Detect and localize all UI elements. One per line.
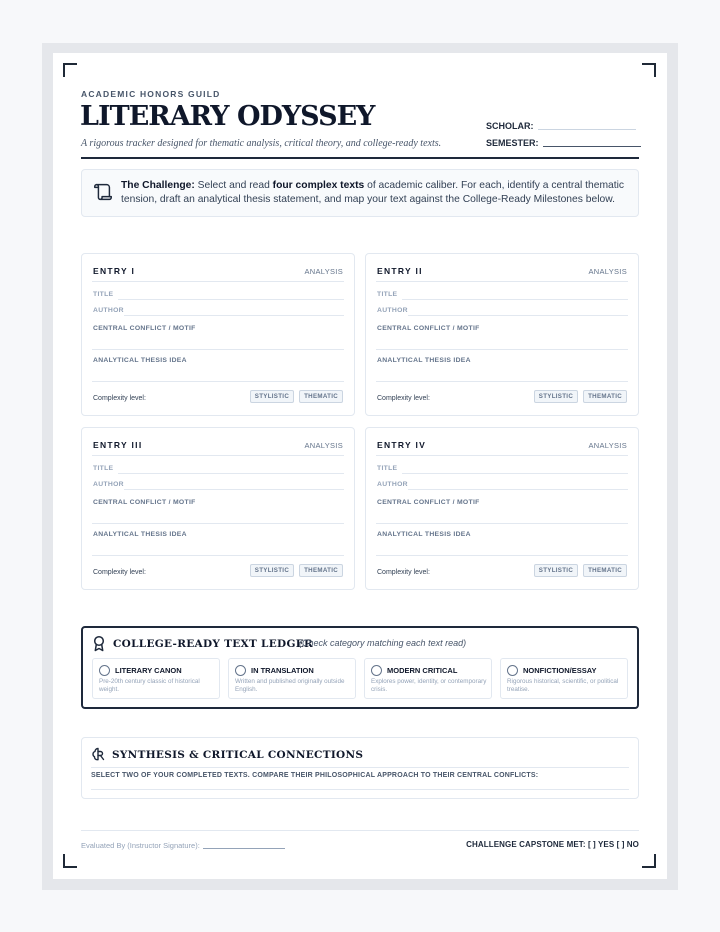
title-label: TITLE <box>377 291 398 298</box>
title-line[interactable] <box>118 299 344 300</box>
entry-tag: ANALYSIS <box>304 267 343 276</box>
category-radio[interactable] <box>371 665 382 676</box>
synthesis-answer-line[interactable] <box>91 789 629 790</box>
category-name: IN TRANSLATION <box>251 666 314 675</box>
title-line[interactable] <box>118 473 344 474</box>
ledger-category[interactable] <box>500 658 628 699</box>
award-icon <box>92 635 106 652</box>
category-desc: Rigorous historical, scientific, or political treatise. <box>507 678 619 693</box>
complexity-label: Complexity level: <box>93 395 146 402</box>
conflict-line[interactable] <box>376 523 628 524</box>
signature-field[interactable] <box>81 841 285 850</box>
category-radio[interactable] <box>99 665 110 676</box>
corner-mark <box>642 63 656 77</box>
category-desc: Written and published originally outside English. <box>235 678 345 693</box>
conflict-line[interactable] <box>92 349 344 350</box>
scholar-label: SCHOLAR: <box>486 121 534 131</box>
ledger-note: (Check category matching each text read) <box>299 638 467 648</box>
stylistic-tag[interactable]: STYLISTIC <box>250 564 294 577</box>
category-desc: Pre-20th century classic of historical weight. <box>99 678 200 693</box>
conflict-line[interactable] <box>376 349 628 350</box>
stylistic-tag[interactable]: STYLISTIC <box>534 390 578 403</box>
thesis-label: ANALYTICAL THESIS IDEA <box>93 357 187 364</box>
semester-field[interactable] <box>486 138 641 148</box>
synthesis-box <box>81 737 639 799</box>
category-desc: Explores power, identity, or contemporary crisis. <box>371 678 487 693</box>
author-label: AUTHOR <box>377 481 408 488</box>
page-subtitle: A rigorous tracker designed for thematic analysis, critical theory, and college-ready texts. <box>81 138 442 149</box>
stylistic-tag[interactable]: STYLISTIC <box>250 390 294 403</box>
complexity-label: Complexity level: <box>93 569 146 576</box>
entry-heading: ENTRY I <box>93 266 136 276</box>
category-radio[interactable] <box>235 665 246 676</box>
synthesis-prompt: SELECT TWO OF YOUR COMPLETED TEXTS. COMPARE THEIR PHILOSOPHICAL APPROACH TO THEIR CENTRAL CONFLICTS: <box>91 772 539 779</box>
title-line[interactable] <box>402 473 628 474</box>
thesis-line[interactable] <box>92 381 344 382</box>
signature-label: Evaluated By (Instructor Signature): <box>81 841 200 850</box>
entry-heading: ENTRY II <box>377 266 423 276</box>
author-line[interactable] <box>408 489 628 490</box>
page-title: LITERARY ODYSSEY <box>80 101 375 132</box>
thematic-tag[interactable]: THEMATIC <box>299 564 343 577</box>
ledger-title: COLLEGE-READY TEXT LEDGER <box>113 638 314 650</box>
conflict-label: CENTRAL CONFLICT / MOTIF <box>377 499 480 506</box>
thesis-line[interactable] <box>376 381 628 382</box>
semester-label: SEMESTER: <box>486 138 539 148</box>
corner-mark <box>642 854 656 868</box>
ledger-category[interactable] <box>364 658 492 699</box>
ledger-category[interactable] <box>228 658 356 699</box>
brain-icon <box>91 746 107 762</box>
category-name: NONFICTION/ESSAY <box>523 666 597 675</box>
author-line[interactable] <box>124 489 344 490</box>
title-label: TITLE <box>93 465 114 472</box>
conflict-label: CENTRAL CONFLICT / MOTIF <box>93 325 196 332</box>
complexity-label: Complexity level: <box>377 569 430 576</box>
author-label: AUTHOR <box>93 307 124 314</box>
synthesis-title: SYNTHESIS & CRITICAL CONNECTIONS <box>112 749 364 761</box>
signature-line[interactable] <box>203 848 285 849</box>
text-ledger <box>81 626 639 709</box>
semester-line[interactable] <box>543 146 641 147</box>
author-line[interactable] <box>124 315 344 316</box>
thesis-line[interactable] <box>376 555 628 556</box>
thesis-label: ANALYTICAL THESIS IDEA <box>377 531 471 538</box>
scroll-icon <box>92 181 114 203</box>
scholar-line[interactable] <box>538 129 636 130</box>
header-divider <box>81 157 639 159</box>
complexity-label: Complexity level: <box>377 395 430 402</box>
corner-mark <box>63 854 77 868</box>
title-line[interactable] <box>402 299 628 300</box>
category-name: MODERN CRITICAL <box>387 666 458 675</box>
footer-divider <box>81 830 639 831</box>
entry-tag: ANALYSIS <box>588 441 627 450</box>
scholar-field[interactable] <box>486 121 636 131</box>
stylistic-tag[interactable]: STYLISTIC <box>534 564 578 577</box>
title-label: TITLE <box>93 291 114 298</box>
entry-heading: ENTRY IV <box>377 440 427 450</box>
author-line[interactable] <box>408 315 628 316</box>
thematic-tag[interactable]: THEMATIC <box>583 564 627 577</box>
entry-tag: ANALYSIS <box>304 441 343 450</box>
conflict-label: CENTRAL CONFLICT / MOTIF <box>93 499 196 506</box>
corner-mark <box>63 63 77 77</box>
thesis-label: ANALYTICAL THESIS IDEA <box>93 531 187 538</box>
entry-card <box>365 427 639 590</box>
entry-card <box>81 253 355 416</box>
ledger-category[interactable] <box>92 658 220 699</box>
conflict-line[interactable] <box>92 523 344 524</box>
guild-label: ACADEMIC HONORS GUILD <box>81 89 221 99</box>
capstone-check[interactable]: CHALLENGE CAPSTONE MET: [ ] YES [ ] NO <box>466 840 639 849</box>
category-name: LITERARY CANON <box>115 666 182 675</box>
entry-card <box>365 253 639 416</box>
author-label: AUTHOR <box>377 307 408 314</box>
challenge-text: The Challenge: Select and read four complex texts of academic caliber. For each, identify a central thematic tension, draft an analytical thesis statement, and map your text against the College-Ready Milestones below. <box>121 180 625 205</box>
thesis-label: ANALYTICAL THESIS IDEA <box>377 357 471 364</box>
title-label: TITLE <box>377 465 398 472</box>
challenge-box <box>81 169 639 217</box>
thesis-line[interactable] <box>92 555 344 556</box>
author-label: AUTHOR <box>93 481 124 488</box>
entry-tag: ANALYSIS <box>588 267 627 276</box>
entry-card <box>81 427 355 590</box>
thematic-tag[interactable]: THEMATIC <box>583 390 627 403</box>
thematic-tag[interactable]: THEMATIC <box>299 390 343 403</box>
conflict-label: CENTRAL CONFLICT / MOTIF <box>377 325 480 332</box>
entry-heading: ENTRY III <box>93 440 143 450</box>
category-radio[interactable] <box>507 665 518 676</box>
